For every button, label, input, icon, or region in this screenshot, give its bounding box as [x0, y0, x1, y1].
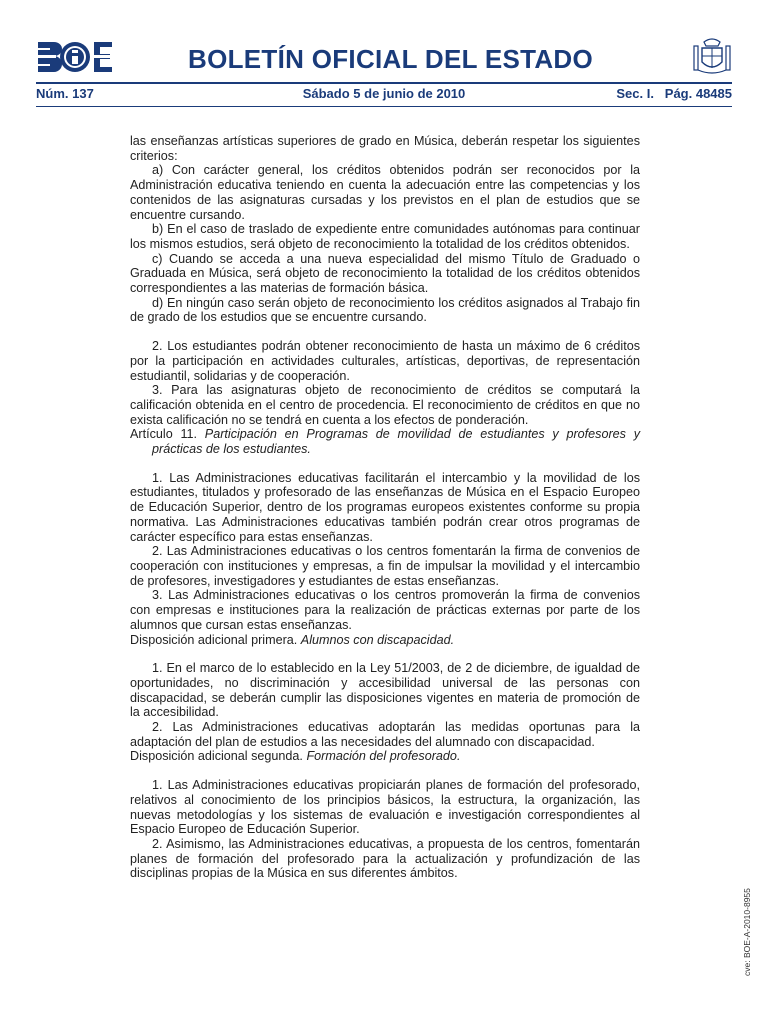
issue-date: Sábado 5 de junio de 2010	[302, 86, 466, 101]
disposition-2-label: Disposición adicional segunda.	[130, 749, 303, 764]
paragraph-intro: las enseñanzas artísticas superiores de grado en Música, deberán respetar los siguientes criterios:	[130, 134, 640, 163]
paragraph-d: d) En ningún caso serán objeto de reconocimiento los créditos asignados al Trabajo fin de grado de los estudios que se encuentre cursando.	[130, 295, 640, 325]
paragraph-c: c) Cuando se acceda a una nueva especialidad del mismo Título de Graduado o Graduada en Música, será objeto de reconocimiento la totalidad de los créditos obtenidos correspondientes a las materias de formación básica.	[130, 251, 640, 296]
document-body	[130, 134, 640, 881]
issue-number: Núm. 137	[36, 86, 94, 101]
disposition-1-heading	[130, 633, 640, 648]
page-title: BOLETÍN OFICIAL DEL ESTADO	[188, 44, 594, 74]
article-11-label: Artículo 11.	[130, 427, 198, 442]
cve-identifier: cve: BOE-A-2010-8955	[742, 888, 752, 976]
disposition-1-paragraph-2: 2. Las Administraciones educativas adoptarán las medidas oportunas para la adaptación del plan de estudios a las necesidades del alumnado con discapacidad.	[130, 720, 640, 749]
paragraph-2: 2. Los estudiantes podrán obtener reconocimiento de hasta un máximo de 6 créditos por la participación en actividades culturales, artísticas, deportivas, de representación estudiantil, solidarias y de cooperación.	[130, 339, 640, 383]
article-11-paragraph-1: 1. Las Administraciones educativas facilitarán el intercambio y la movilidad de los estudiantes, titulados y profesorado de las enseñanzas de Música en el Espacio Europeo de Educación Superior, dentro de los programas europeos existentes conforme su propia normativa. Las Administraciones educativas también podrán crear otros programas de carácter específico para estas enseñanzas.	[130, 470, 640, 544]
issue-meta	[36, 86, 732, 104]
paragraph-a: a) Con carácter general, los créditos obtenidos podrán ser reconocidos por la Administración educativa teniendo en cuenta la adecuación entre las competencias y los contenidos de las asignaturas cursadas y los previstos en el plan de estudios que se encuentre cursando.	[130, 163, 640, 222]
article-11-paragraph-3: 3. Las Administraciones educativas o los centros promoverán la firma de convenios con empresas e instituciones para la realización de prácticas externas por parte de los alumnos que cursan estas enseñanzas.	[130, 588, 640, 632]
article-11-title: Participación en Programas de movilidad de estudiantes y profesores y prácticas de los estudiantes.	[152, 427, 641, 457]
disposition-2-heading	[130, 749, 640, 764]
disposition-2-title: Formación del profesorado.	[306, 749, 461, 764]
header-rule-top	[36, 82, 732, 84]
paragraph-b: b) En el caso de traslado de expediente entre comunidades autónomas para continuar los mismos estudios, será objeto de reconocimiento la totalidad de los créditos obtenidos.	[130, 222, 640, 251]
paragraph-3: 3. Para las asignaturas objeto de reconocimiento de créditos se computará la calificación obtenida en el centro de procedencia. El reconocimiento de créditos en que no exista calificación no se tendrá en cuenta a los efectos de ponderación.	[130, 383, 640, 427]
header-rule-bottom	[36, 106, 732, 107]
disposition-2-paragraph-1: 1. Las Administraciones educativas propiciarán planes de formación del profesorado, relativos al conocimiento de los principios básicos, la estructura, la organización, las nuevas metodologías y los sistemas de evaluación e investigación correspondientes al Espacio Europeo de Educación Superior.	[130, 778, 640, 837]
disposition-1-label: Disposición adicional primera.	[130, 632, 298, 647]
boe-logo	[36, 40, 114, 74]
disposition-2-paragraph-2: 2. Asimismo, las Administraciones educativas, a propuesta de los centros, fomentarán planes de formación del profesorado para la actualización y profundización de las disciplinas propias de la Música en sus diferentes ámbitos.	[130, 836, 640, 881]
article-11-paragraph-2: 2. Las Administraciones educativas o los centros fomentarán la firma de convenios de cooperación con instituciones y empresas, a fin de impulsar la movilidad y el intercambio de profesores, investigadores y estudiantes de estas enseñanzas.	[130, 544, 640, 588]
article-11-heading	[130, 427, 640, 456]
disposition-1-title: Alumnos con discapacidad.	[300, 632, 455, 647]
section-page: Sec. I. Pág. 48485	[616, 86, 732, 101]
disposition-1-paragraph-1: 1. En el marco de lo establecido en la Ley 51/2003, de 2 de diciembre, de igualdad de oportunidades, no discriminación y accesibilidad universal de las personas con discapacidad, se deberán cumplir las disposiciones vigentes en materia de promoción de la accesibilidad.	[130, 661, 640, 720]
coat-of-arms-icon	[692, 36, 732, 76]
